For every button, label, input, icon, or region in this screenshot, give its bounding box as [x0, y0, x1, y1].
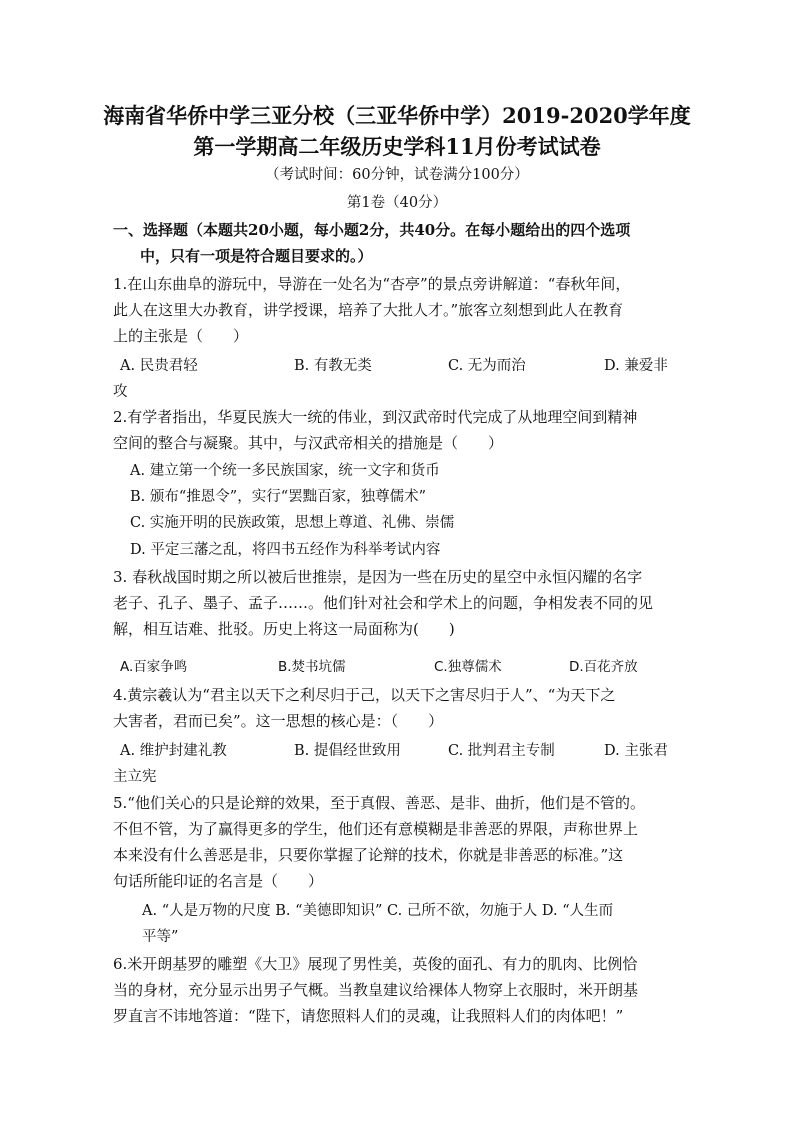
question-3-line2: 老子、孔子、墨子、孟子……。他们针对社会和学术上的问题，争相发表不同的见	[113, 594, 654, 612]
question-3-option-c: C.独尊儒术	[434, 659, 502, 675]
question-1-line1: 1.在山东曲阜的游玩中，导游在一处名为“杏亭”的景点旁讲解道：“春秋年间，	[113, 275, 631, 293]
exam-title-line2: 第一学期高二年级历史学科11月份考试试卷	[193, 134, 601, 159]
question-2-option-b: B. 颁布“推恩令”，实行“罢黜百家，独尊儒术”	[130, 489, 427, 505]
section-heading-line2: 中，只有一项是符合题目要求的。）	[140, 247, 373, 265]
question-3-option-d: D.百花齐放	[569, 659, 638, 675]
question-1-line3: 上的主张是（ ）	[113, 327, 249, 345]
question-4-option-d: D. 主张君	[604, 743, 668, 759]
question-5-options-wrap: 平等”	[142, 929, 179, 945]
volume-label: 第1卷（40分）	[346, 195, 448, 211]
question-2-line2: 空间的整合与凝聚。其中，与汉武帝相关的措施是（ ）	[113, 434, 504, 452]
question-1-line2: 此人在这里大办教育，讲学授课，培养了大批人才。”旅客立刻想到此人在教育	[113, 301, 624, 319]
question-4-line1: 4.黄宗羲认为“君主以天下之利尽归于己，以天下之害尽归于人”、“为天下之	[113, 686, 616, 704]
exam-time-info: （考试时间：60分钟，试卷满分100分）	[265, 167, 529, 183]
question-4-line2: 大害者，君而已矣”。这一思想的核心是：（ ）	[113, 712, 444, 730]
question-3-option-b: B.焚书坑儒	[278, 659, 346, 675]
question-5-line1: 5.“他们关心的只是论辩的效果，至于真假、善恶、是非、曲折，他们是不管的。	[113, 794, 645, 812]
question-2-option-a: A. 建立第一个统一多民族国家，统一文字和货币	[130, 463, 440, 479]
question-5-options: A. “人是万物的尺度 B. “美德即知识” C. 己所不欲，勿施于人 D. “人生而	[142, 903, 614, 919]
question-2-line1: 2.有学者指出，华夏民族大一统的伟业，到汉武帝时代完成了从地理空间到精神	[113, 408, 638, 426]
question-1-option-b: B. 有教无类	[294, 358, 372, 374]
question-4-option-b: B. 提倡经世致用	[294, 743, 401, 759]
question-4-option-d-wrap: 主立宪	[113, 769, 157, 785]
question-5-line3: 本来没有什么善恶是非，只要你掌握了论辩的技术，你就是非善恶的标准。”这	[113, 846, 624, 864]
question-1-option-c: C. 无为而治	[448, 358, 526, 374]
question-4-option-a: A. 维护封建礼教	[120, 743, 227, 759]
question-6-line1: 6.米开朗基罗的雕塑《大卫》展现了男性美，英俊的面孔、有力的肌肉、比例恰	[113, 955, 638, 973]
question-2-option-d: D. 平定三藩之乱，将四书五经作为科举考试内容	[130, 542, 441, 558]
question-3-option-a: A.百家争鸣	[120, 659, 188, 675]
question-3-line3: 解，相互诘难、批驳。历史上将这一局面称为( )	[113, 620, 455, 638]
question-4-option-c: C. 批判君主专制	[448, 743, 555, 759]
question-1-option-d: D. 兼爱非	[604, 358, 668, 374]
question-1-option-a: A. 民贵君轻	[120, 358, 198, 374]
question-3-line1: 3. 春秋战国时期之所以被后世推崇，是因为一些在历史的星空中永恒闪耀的名字	[113, 568, 643, 586]
question-6-line3: 罗直言不讳地答道：“陛下，请您照料人们的灵魂，让我照料人们的肉体吧！”	[113, 1007, 624, 1025]
question-5-line2: 不但不管，为了赢得更多的学生，他们还有意模糊是非善恶的界限，声称世界上	[113, 820, 639, 838]
question-2-option-c: C. 实施开明的民族政策，思想上尊道、礼佛、崇儒	[130, 515, 455, 531]
question-5-line4: 句话所能印证的名言是（ ）	[113, 872, 324, 890]
question-6-line2: 当的身材，充分显示出男子气概。当教皇建议给裸体人物穿上衣服时，米开朗基	[113, 981, 639, 999]
question-1-option-d-wrap: 攻	[113, 384, 128, 400]
section-heading-line1: 一、选择题（本题共20小题，每小题2分，共40分。在每小题给出的四个选项	[113, 221, 631, 239]
exam-title-line1: 海南省华侨中学三亚分校（三亚华侨中学）2019-2020学年度	[103, 103, 691, 128]
